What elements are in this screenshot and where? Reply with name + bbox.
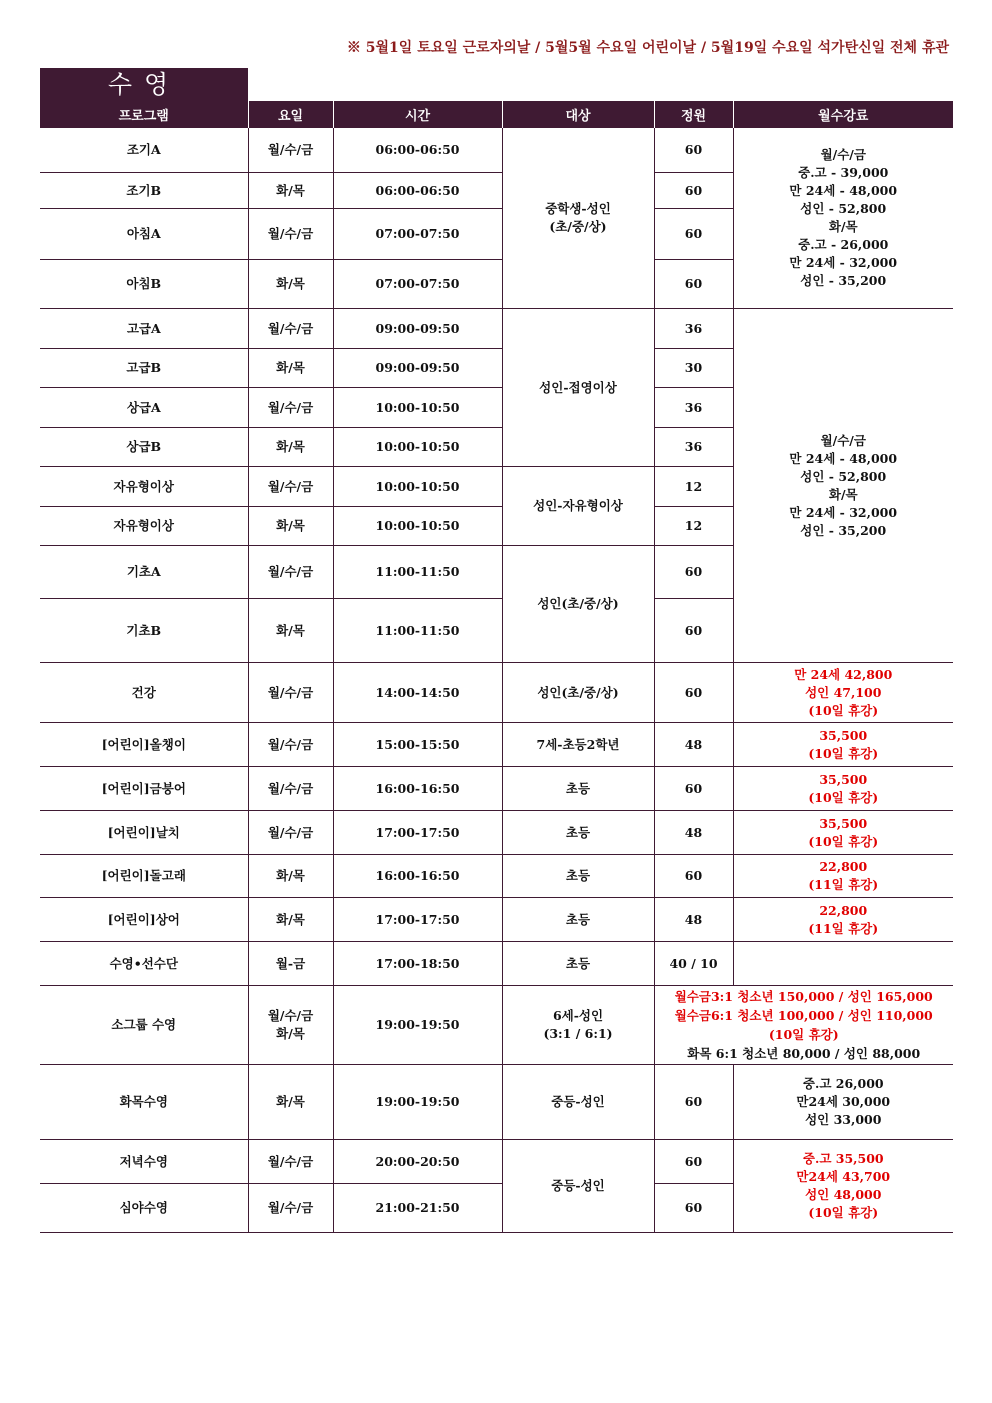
capacity-cell: 60 [654,128,733,173]
capacity-cell: 12 [654,507,733,546]
text-line: (3:1 / 6:1) [543,1026,613,1041]
program-cell: 소그룹 수영 [40,986,248,1065]
target-cell [502,467,654,546]
text-line: 월/수/금 [267,1008,314,1023]
text-line: 화/목 [276,622,305,638]
header-days: 요일 [248,101,333,128]
text-line: 22,800 [819,902,868,918]
fee-cell [733,898,953,942]
table-row [40,767,953,811]
text-line: 성인 - 52,800 [800,468,887,484]
program-cell: 건강 [40,663,248,723]
days-cell [248,986,333,1065]
program-cell: 기초A [40,546,248,599]
days-cell [248,599,333,663]
text-line: 만24세 43,700 [796,1169,891,1184]
capacity-cell: 40 / 10 [654,942,733,986]
text-line: 월/수/금 [267,399,314,415]
table-header [40,101,953,128]
text-line: 만 24세 - 32,000 [789,255,898,270]
text-line: 성인 - 52,800 [800,201,887,216]
table-row [40,128,953,173]
time-cell: 16:00-16:50 [333,855,502,898]
text-line: (10일 휴강) [808,745,879,761]
days-cell [248,309,333,349]
text-line: 성인-접영이상 [539,379,617,395]
program-cell: 심야수영 [40,1184,248,1233]
time-cell: 14:00-14:50 [333,663,502,723]
text-line: 화/목 [276,1026,305,1041]
text-line: 중등-성인 [551,1178,605,1193]
header-fee: 월수강료 [733,101,953,128]
days-cell [248,811,333,855]
text-line: 화/목 [828,219,858,234]
program-cell: 기초B [40,599,248,663]
program-cell: 아침B [40,260,248,309]
swim-schedule-table [40,101,953,1233]
text-line: 35,500 [819,815,868,831]
target-cell [502,1140,654,1233]
text-line: 성인-자유형이상 [533,498,623,513]
target-cell [502,898,654,942]
days-cell [248,942,333,986]
capacity-cell: 60 [654,260,733,309]
program-cell: 수영•선수단 [40,942,248,986]
time-cell: 16:00-16:50 [333,767,502,811]
time-cell: 10:00-10:50 [333,388,502,428]
text-line: 월/수/금 [267,1200,314,1215]
text-line: 월/수/금 [267,564,314,579]
text-line: (10일 휴강) [768,1027,839,1042]
text-line: 만 24세 - 48,000 [789,183,898,198]
text-line: 중.고 35,500 [802,1151,884,1166]
header-program: 프로그램 [40,101,248,128]
text-line: 6세-성인 [552,1008,604,1023]
text-line: 중학생-성인 [545,201,611,216]
table-row [40,663,953,723]
time-cell: 17:00-17:50 [333,898,502,942]
fee-cell [733,942,953,986]
table-row [40,942,953,986]
program-cell: 아침A [40,209,248,260]
capacity-cell: 48 [654,898,733,942]
text-line: 만24세 30,000 [796,1094,891,1109]
text-line: 월수금6:1 청소년 100,000 / 성인 110,000 [674,1008,933,1023]
program-cell: 상급B [40,428,248,467]
header-target: 대상 [502,101,654,128]
program-cell: 자유형이상 [40,507,248,546]
text-line: 화/목 [276,518,305,533]
capacity-cell: 60 [654,209,733,260]
capacity-cell: 60 [654,855,733,898]
text-line: 초등 [565,868,591,883]
text-line: 중.고 - 39,000 [798,165,889,180]
days-cell [248,1184,333,1233]
capacity-cell: 36 [654,309,733,349]
days-cell [248,767,333,811]
target-cell [502,986,654,1065]
text-line: 화/목 [276,182,305,198]
holiday-notice: ※ 5월1일 토요일 근로자의날 / 5월5월 수요일 어린이날 / 5월19일 수요일 석가탄신일 전체 휴관 [346,40,949,56]
time-cell: 19:00-19:50 [333,1065,502,1140]
program-cell: [어린이]날치 [40,811,248,855]
page-title: 수영 [40,68,248,101]
capacity-cell: 60 [654,767,733,811]
time-cell: 10:00-10:50 [333,467,502,507]
text-line: 22,800 [819,859,868,874]
fee-cell [733,1140,953,1233]
capacity-cell: 30 [654,349,733,388]
fee-cell [733,1065,953,1140]
capacity-cell: 60 [654,599,733,663]
fee-cell [733,811,953,855]
time-cell: 06:00-06:50 [333,173,502,209]
capacity-cell: 60 [654,1140,733,1184]
text-line: (10일 휴강) [808,789,879,805]
fee-cell [654,986,953,1065]
days-cell [248,467,333,507]
time-cell: 10:00-10:50 [333,507,502,546]
text-line: 중등-성인 [551,1094,605,1109]
table-row [40,811,953,855]
program-cell: [어린이]금붕어 [40,767,248,811]
text-line: 월/수/금 [820,147,866,162]
time-cell: 11:00-11:50 [333,546,502,599]
text-line: 월/수/금 [267,684,314,700]
time-cell: 10:00-10:50 [333,428,502,467]
target-cell [502,546,654,663]
capacity-cell: 60 [654,1184,733,1233]
text-line: 성인 47,100 [805,684,882,700]
target-cell [502,723,654,767]
program-cell: 조기A [40,128,248,173]
target-cell [502,128,654,309]
text-line: 초등 [565,955,591,971]
table-row [40,986,953,1065]
text-line: 월/수/금 [267,226,314,241]
text-line: 화목 6:1 청소년 80,000 / 성인 88,000 [687,1046,921,1061]
capacity-cell: 36 [654,428,733,467]
text-line: 월/수/금 [820,432,866,448]
text-line: (10일 휴강) [808,1205,879,1220]
text-line: 중.고 - 26,000 [798,237,889,252]
time-cell: 09:00-09:50 [333,309,502,349]
table-row [40,723,953,767]
days-cell [248,546,333,599]
days-cell [248,1140,333,1184]
text-line: (10일 휴강) [808,702,879,718]
time-cell: 07:00-07:50 [333,209,502,260]
text-line: 성인 33,000 [805,1112,882,1127]
capacity-cell: 60 [654,1065,733,1140]
time-cell: 21:00-21:50 [333,1184,502,1233]
text-line: 성인(초/중/상) [537,684,619,700]
fee-cell [733,309,953,663]
table-row [40,309,953,349]
text-line: 월/수/금 [267,736,314,752]
text-line: 만 24세 42,800 [794,666,893,682]
days-cell [248,260,333,309]
text-line: 화/목 [276,276,305,291]
time-cell: 11:00-11:50 [333,599,502,663]
program-cell: [어린이]돌고래 [40,855,248,898]
text-line: 중.고 26,000 [802,1076,884,1091]
target-cell [502,942,654,986]
text-line: 월/수/금 [267,320,314,336]
text-line: (11일 휴강) [808,877,879,892]
fee-cell [733,855,953,898]
fee-cell [733,723,953,767]
days-cell [248,349,333,388]
days-cell [248,898,333,942]
text-line: 초등 [565,780,591,796]
target-cell [502,309,654,467]
text-line: 성인 - 35,200 [800,273,887,288]
program-cell: 저녁수영 [40,1140,248,1184]
target-cell [502,1065,654,1140]
target-cell [502,767,654,811]
program-cell: 고급A [40,309,248,349]
text-line: 화/목 [276,1094,305,1109]
text-line: 월/수/금 [267,780,314,796]
table-row [40,855,953,898]
days-cell [248,723,333,767]
table-row [40,898,953,942]
capacity-cell: 60 [654,663,733,723]
program-cell: [어린이]올챙이 [40,723,248,767]
fee-cell [733,663,953,723]
text-line: 화/목 [828,486,858,502]
days-cell [248,507,333,546]
program-cell: 상급A [40,388,248,428]
days-cell [248,388,333,428]
fee-cell [733,128,953,309]
target-cell [502,663,654,723]
text-line: 월/수/금 [267,142,314,157]
table-row [40,1140,953,1184]
capacity-cell: 60 [654,546,733,599]
program-cell: 고급B [40,349,248,388]
text-line: 화/목 [276,911,305,927]
time-cell: 07:00-07:50 [333,260,502,309]
time-cell: 06:00-06:50 [333,128,502,173]
text-line: 월/수/금 [267,478,314,494]
time-cell: 09:00-09:50 [333,349,502,388]
text-line: (초/중/상) [549,219,607,234]
days-cell [248,663,333,723]
text-line: 성인 48,000 [805,1187,882,1202]
time-cell: 17:00-18:50 [333,942,502,986]
text-line: 월/수/금 [267,824,314,840]
fee-cell [733,767,953,811]
text-line: 성인(초/중/상) [537,596,619,611]
days-cell [248,428,333,467]
header-capacity: 정원 [654,101,733,128]
target-cell [502,855,654,898]
text-line: 만 24세 - 32,000 [789,504,898,520]
time-cell: 19:00-19:50 [333,986,502,1065]
text-line: (10일 휴강) [808,833,879,849]
text-line: 화/목 [276,868,305,883]
capacity-cell: 36 [654,388,733,428]
program-cell: 화목수영 [40,1065,248,1140]
capacity-cell: 12 [654,467,733,507]
capacity-cell: 60 [654,173,733,209]
text-line: 35,500 [819,727,868,743]
text-line: 월-금 [275,955,306,971]
time-cell: 17:00-17:50 [333,811,502,855]
text-line: 만 24세 - 48,000 [789,450,898,466]
days-cell [248,173,333,209]
text-line: 35,500 [819,771,868,787]
capacity-cell: 48 [654,811,733,855]
days-cell [248,209,333,260]
days-cell [248,1065,333,1140]
program-cell: 조기B [40,173,248,209]
text-line: 성인 - 35,200 [800,522,887,538]
table-row [40,1065,953,1140]
text-line: (11일 휴강) [808,920,879,936]
text-line: 화/목 [276,360,305,375]
days-cell [248,128,333,173]
text-line: 화/목 [276,439,305,454]
capacity-cell: 48 [654,723,733,767]
text-line: 초등 [565,911,591,927]
time-cell: 15:00-15:50 [333,723,502,767]
text-line: 7세-초등2학년 [536,736,620,752]
header-time: 시간 [333,101,502,128]
time-cell: 20:00-20:50 [333,1140,502,1184]
target-cell [502,811,654,855]
days-cell [248,855,333,898]
program-cell: [어린이]상어 [40,898,248,942]
program-cell: 자유형이상 [40,467,248,507]
text-line: 월수금3:1 청소년 150,000 / 성인 165,000 [674,989,933,1004]
text-line: 월/수/금 [267,1153,314,1169]
text-line: 초등 [565,824,591,840]
